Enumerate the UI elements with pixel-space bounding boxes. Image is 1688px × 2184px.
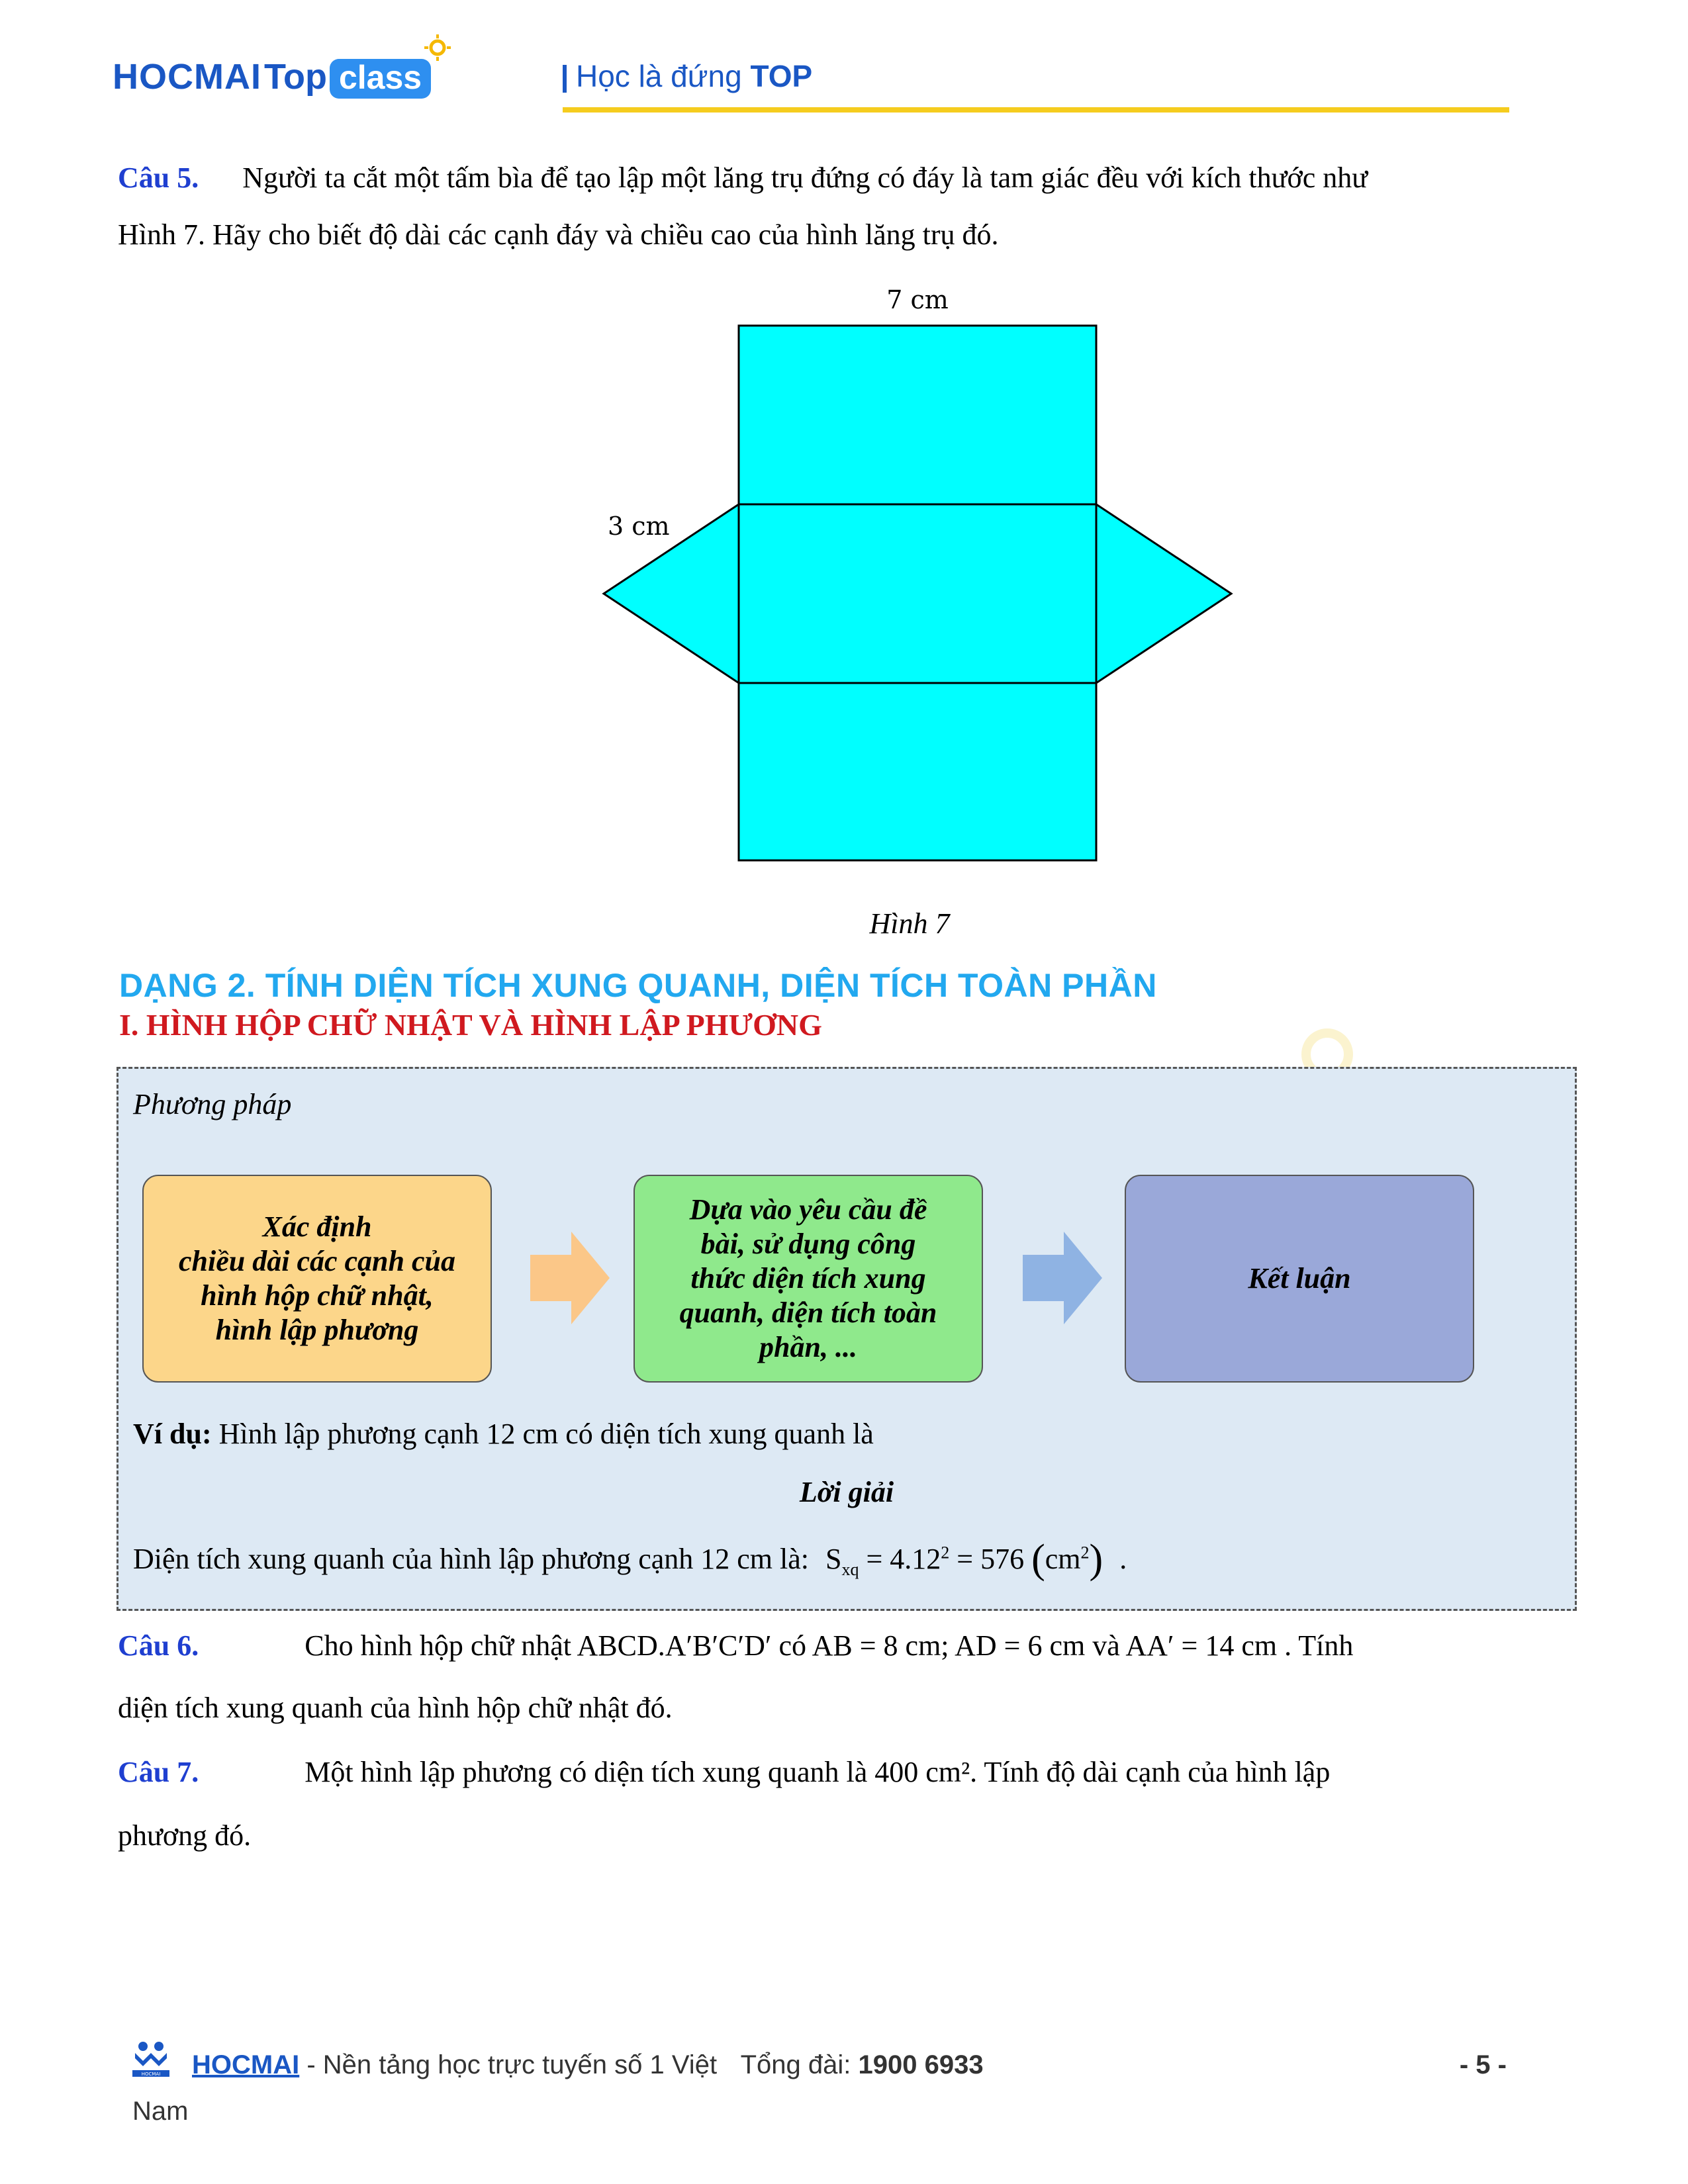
formula xyxy=(825,1537,1127,1582)
step2-line5: phần, ... xyxy=(759,1331,857,1363)
subsection-title: I. HÌNH HỘP CHỮ NHẬT VÀ HÌNH LẬP PHƯƠNG xyxy=(119,1008,822,1042)
formula-eq2: = 576 xyxy=(957,1543,1025,1575)
footer xyxy=(130,2032,1533,2138)
step2-line3: thức diện tích xung xyxy=(690,1262,926,1295)
sun-icon xyxy=(423,33,452,62)
method-heading: Phương pháp xyxy=(133,1088,292,1120)
question-5 xyxy=(118,150,1574,263)
solution-label: Lời giải xyxy=(799,1476,894,1508)
flow-step-1 xyxy=(142,1175,492,1383)
label-3cm: 3 cm xyxy=(608,512,670,541)
formula-exp: 2 xyxy=(941,1543,950,1563)
question-text-line2: diện tích xung quanh của hình hộp chữ nhật đó. xyxy=(118,1692,673,1724)
example-label: Ví dụ: xyxy=(133,1418,212,1450)
formula-unit: cm xyxy=(1045,1543,1081,1575)
net-middle-rectangle xyxy=(739,504,1096,683)
step1-line2: chiều dài các cạnh của xyxy=(179,1245,455,1277)
logo-hocmai-text: HOCMAI xyxy=(113,57,261,97)
formula-paren-open: ( xyxy=(1031,1537,1045,1582)
figure-caption: Hình 7 xyxy=(869,907,950,940)
question-text-line2: Hình 7. Hãy cho biết độ dài các cạnh đáy và chiều cao của hình lăng trụ đó. xyxy=(118,218,999,251)
header-divider xyxy=(563,107,1509,113)
step2-line1: Dựa vào yêu cầu đề xyxy=(689,1193,927,1226)
flow-step-3 xyxy=(1125,1175,1474,1383)
step1-line3: hình hộp chữ nhật, xyxy=(201,1279,434,1312)
question-label: Câu 6. xyxy=(118,1629,199,1662)
slogan-text: Học là đứng xyxy=(576,59,742,93)
question-text-line1: Một hình lập phương có diện tích xung quanh là 400 cm². Tính độ dài cạnh của hình lập xyxy=(305,1756,1331,1788)
footer-line xyxy=(192,2050,984,2080)
footer-hotline: 1900 6933 xyxy=(858,2050,984,2079)
footer-hotline-label: Tổng đài: xyxy=(740,2050,851,2079)
brand-logo[interactable] xyxy=(113,56,463,97)
flow-step-2 xyxy=(633,1175,983,1383)
watermark-sun-icon xyxy=(1291,1018,1364,1071)
formula-s: S xyxy=(825,1543,842,1575)
question-text-line1: Người ta cắt một tấm bìa để tạo lập một lăng trụ đứng có đáy là tam giác đều với kích thước như xyxy=(242,161,1368,194)
footer-logo-text: HOCMAI xyxy=(141,2071,161,2077)
solution-line xyxy=(133,1536,1127,1583)
solution-text: Diện tích xung quanh của hình lập phương cạnh 12 cm là: xyxy=(133,1543,809,1575)
logo-class-badge: class xyxy=(330,59,431,99)
formula-paren-close: ) xyxy=(1089,1537,1103,1582)
footer-text: - Nền tảng học trực tuyến số 1 Việt xyxy=(306,2050,718,2079)
formula-unit-exp: 2 xyxy=(1080,1543,1090,1563)
example-text: Hình lập phương cạnh 12 cm có diện tích xung quanh là xyxy=(218,1418,874,1450)
section-type-title: DẠNG 2. TÍNH DIỆN TÍCH XUNG QUANH, DIỆN TÍCH TOÀN PHẦN xyxy=(119,967,1157,1004)
step3-text: Kết luận xyxy=(1248,1262,1351,1295)
formula-sub: xq xyxy=(841,1559,859,1579)
example-line xyxy=(133,1417,874,1451)
step2-line2: bài, sử dụng công xyxy=(700,1228,916,1260)
slogan-bar xyxy=(563,65,567,93)
hocmai-logo-icon xyxy=(130,2038,172,2081)
footer-wrap-text: Nam xyxy=(132,2097,189,2126)
slogan-bold: TOP xyxy=(750,59,813,93)
prism-net-figure xyxy=(583,265,1244,960)
net-right-triangle xyxy=(1096,504,1231,683)
question-label: Câu 5. xyxy=(118,161,199,194)
question-label: Câu 7. xyxy=(118,1756,199,1788)
footer-brand-link[interactable]: HOCMAI xyxy=(192,2050,300,2079)
step1-line1: Xác định xyxy=(262,1210,372,1243)
question-text-line2: phương đó. xyxy=(118,1819,252,1852)
method-box xyxy=(117,1067,1577,1611)
page-number: - 5 - xyxy=(1459,2050,1507,2079)
formula-eq1: = 4.12 xyxy=(866,1543,941,1575)
arrow-right-icon xyxy=(1023,1232,1102,1324)
label-7cm: 7 cm xyxy=(886,285,949,314)
formula-end: . xyxy=(1119,1543,1127,1575)
net-top-rectangle xyxy=(739,326,1096,504)
step2-line4: quanh, diện tích toàn xyxy=(679,1297,937,1329)
arrow-right-icon xyxy=(530,1232,610,1324)
slogan xyxy=(563,58,812,94)
question-6 xyxy=(118,1615,1574,1739)
logo-top-text: Top xyxy=(263,57,327,97)
step1-line4: hình lập phương xyxy=(215,1314,419,1346)
question-7 xyxy=(118,1741,1574,1868)
question-text-line1: Cho hình hộp chữ nhật ABCD.A′B′C′D′ có AB = 8 cm; AD = 6 cm và AA′ = 14 cm . Tính xyxy=(305,1629,1354,1662)
net-shapes xyxy=(604,326,1231,860)
net-bottom-rectangle xyxy=(739,683,1096,860)
